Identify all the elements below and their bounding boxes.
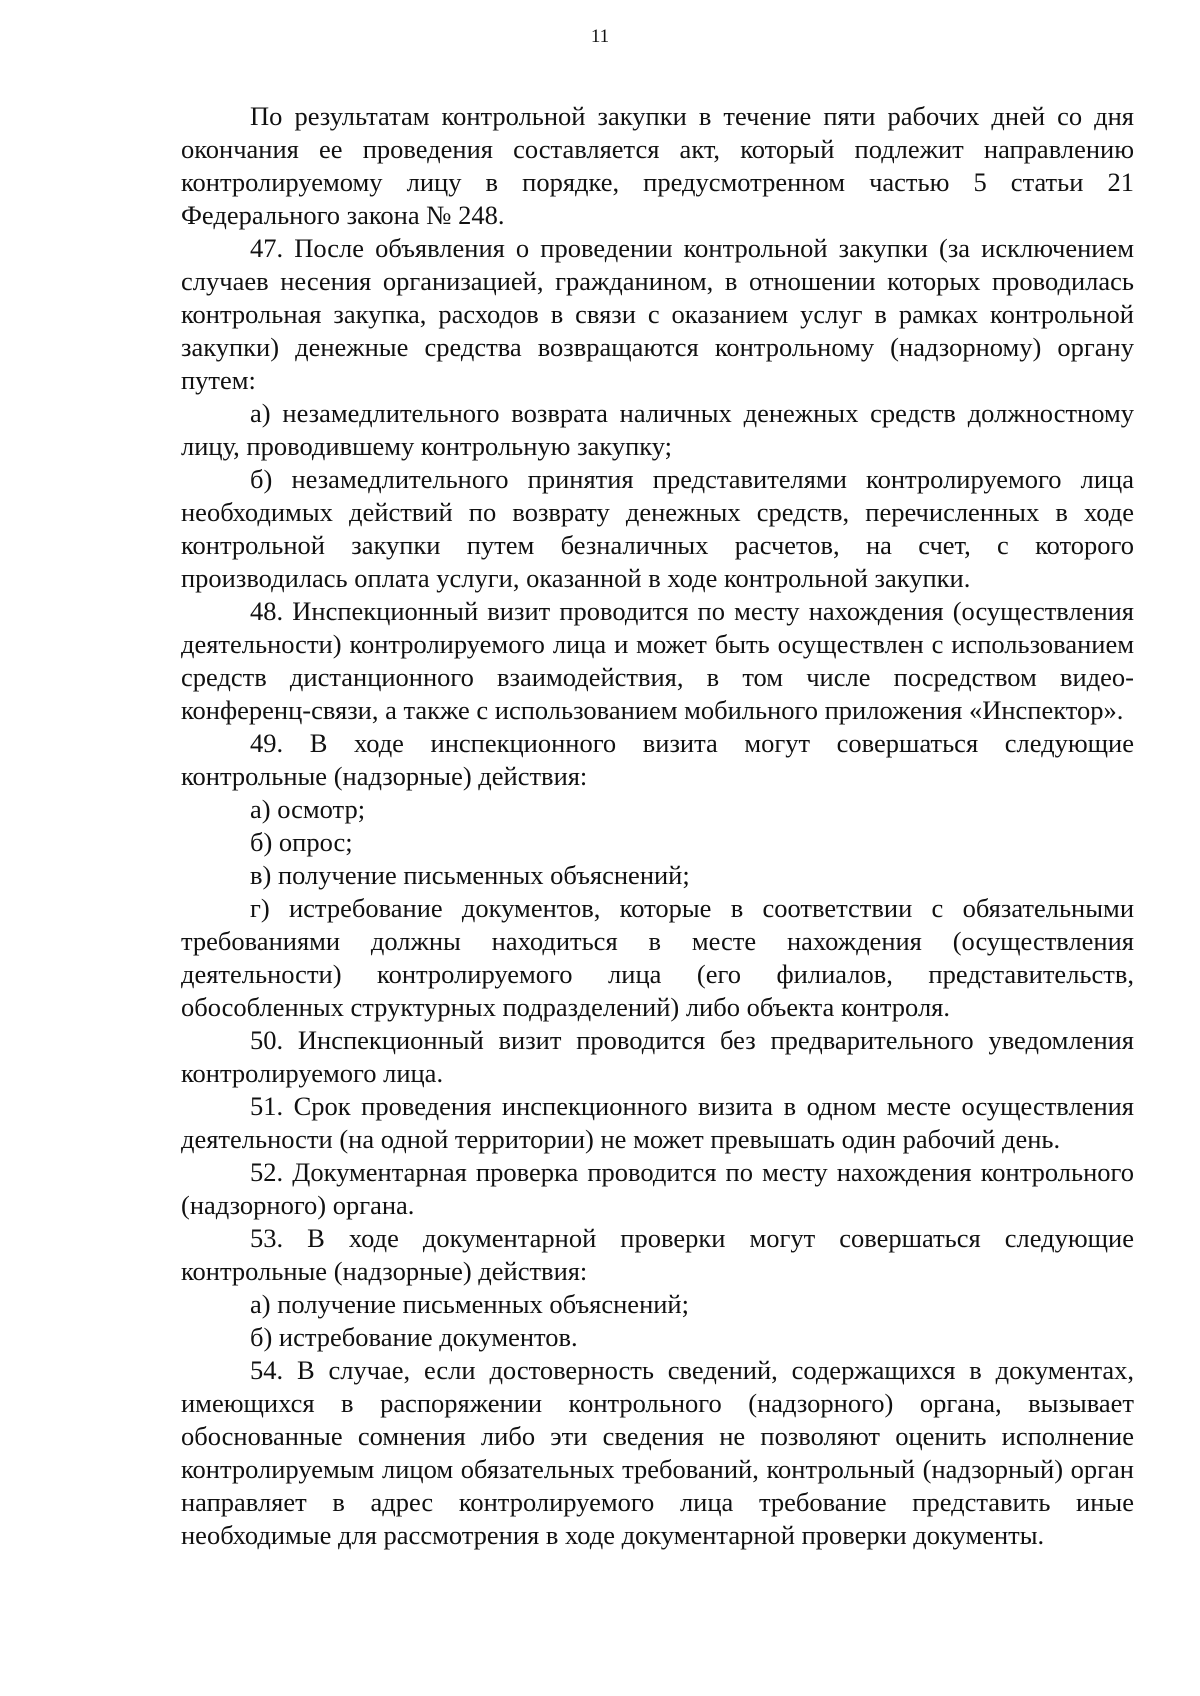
paragraph-purchase-act: По результатам контрольной закупки в течение пяти рабочих дней со дня окончания ее проведения составляется акт, который подлежит направлению контролируемому лицу в порядке, предусмотренном частью 5 статьи 21 Федерального закона № 248.: [181, 101, 1134, 230]
paragraph-49-g: г) истребование документов, которые в соответствии с обязательными требованиями должны находиться в месте нахождения (осуществления деятельности) контролируемого лица (его филиалов, представительств, обособленных структурных подразделений) либо объекта контроля.: [181, 893, 1134, 1022]
paragraph-47: 47. После объявления о проведении контрольной закупки (за исключением случаев несения организацией, гражданином, в отношении которых проводилась контрольная закупка, расходов в связи с оказанием услуг в рамках контрольной закупки) денежные средства возвращаются контрольному (надзорному) органу путем:: [181, 233, 1134, 395]
paragraph-48: 48. Инспекционный визит проводится по месту нахождения (осуществления деятельности) контролируемого лица и может быть осуществлен с использованием средств дистанционного взаимодействия, в том числе посредством видео-конференц-связи, а также с использованием мобильного приложения «Инспектор».: [181, 596, 1134, 725]
paragraph-47-b: б) незамедлительного принятия представителями контролируемого лица необходимых действий по возврату денежных средств, перечисленных в ходе контрольной закупки путем безналичных расчетов, на счет, с которого производилась оплата услуги, оказанной в ходе контрольной закупки.: [181, 464, 1134, 593]
paragraph-53: 53. В ходе документарной проверки могут совершаться следующие контрольные (надзорные) действия:: [181, 1223, 1134, 1286]
paragraph-49: 49. В ходе инспекционного визита могут совершаться следующие контрольные (надзорные) действия:: [181, 728, 1134, 791]
paragraph-49-a: а) осмотр;: [250, 794, 366, 824]
paragraph-54: 54. В случае, если достоверность сведений, содержащихся в документах, имеющихся в распоряжении контрольного (надзорного) органа, вызывает обоснованные сомнения либо эти сведения не позволяют оценить исполнение контролируемым лицом обязательных требований, контрольный (надзорный) орган направляет в адрес контролируемого лица требование представить иные необходимые для рассмотрения в ходе документарной проверки документы.: [181, 1355, 1134, 1550]
paragraph-49-v: в) получение письменных объяснений;: [250, 860, 690, 890]
paragraph-52: 52. Документарная проверка проводится по месту нахождения контрольного (надзорного) органа.: [181, 1157, 1134, 1220]
paragraph-51: 51. Срок проведения инспекционного визита в одном месте осуществления деятельности (на одной территории) не может превышать один рабочий день.: [181, 1091, 1134, 1154]
paragraph-50: 50. Инспекционный визит проводится без предварительного уведомления контролируемого лица.: [181, 1025, 1134, 1088]
paragraph-49-b: б) опрос;: [250, 827, 353, 857]
paragraph-47-a: а) незамедлительного возврата наличных денежных средств должностному лицу, проводившему контрольную закупку;: [181, 398, 1134, 461]
paragraph-53-b: б) истребование документов.: [250, 1322, 578, 1352]
document-body: [181, 100, 1134, 1552]
page-number: 11: [590, 26, 610, 47]
paragraph-53-a: а) получение письменных объяснений;: [250, 1289, 689, 1319]
